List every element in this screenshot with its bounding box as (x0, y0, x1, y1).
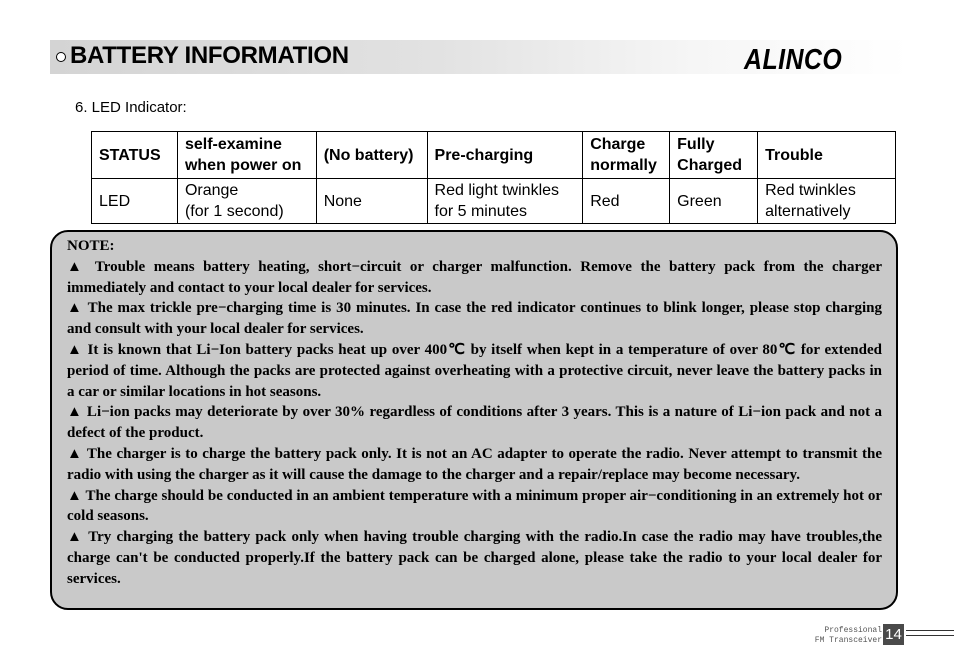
note-box (50, 230, 898, 610)
note-title: NOTE: (67, 238, 115, 254)
cell-none: None (316, 179, 427, 224)
note-item: ▲ The charger is to charge the battery pack only. It is not an AC adapter to operate the radio. Never attempt to transmit the radio with using the charger as it will cause the damage to the charger and a repair/replace may become necessary. (67, 445, 882, 483)
table-header-row (92, 132, 896, 179)
header-cell-charge-normally: Charge normally (583, 132, 670, 179)
note-item: ▲ Trouble means battery heating, short−circuit or charger malfunction. Remove the battery pack from the charger immediately and contact to your local dealer for services. (67, 258, 882, 296)
header-cell-trouble: Trouble (758, 132, 896, 179)
note-item: ▲ Try charging the battery pack only when having trouble charging with the radio.In case the radio may have troubles,the charge can't be conducted properly.If the battery pack can be charged alone, please take the radio to your local dealer for services. (67, 529, 882, 587)
footer-line-professional: Professional (824, 626, 882, 635)
section-subheading: 6. LED Indicator: (75, 99, 187, 116)
footer-rule (906, 635, 954, 636)
alinco-logo: ALINCO (744, 44, 843, 76)
footer-caption (806, 626, 882, 646)
header-cell-pre-charging: Pre-charging (427, 132, 583, 179)
cell-orange: Orange (for 1 second) (177, 179, 316, 224)
note-item: ▲ The max trickle pre−charging time is 30 minutes. In case the red indicator continues to blink longer, please stop charging and consult with your local dealer for services. (67, 300, 882, 338)
footer-rule (906, 630, 954, 631)
cell-red: Red (583, 179, 670, 224)
note-item: ▲ Li−ion packs may deteriorate by over 30% regardless of conditions after 3 years. This is a nature of Li−ion pack and not a defect of the product. (67, 404, 882, 442)
header-cell-fully-charged: Fully Charged (670, 132, 758, 179)
table-row (92, 179, 896, 224)
header-cell-self-examine: self-examine when power on (177, 132, 316, 179)
cell-led: LED (92, 179, 178, 224)
page-title: BATTERY INFORMATION (70, 42, 349, 69)
page-number: 14 (883, 624, 904, 645)
led-indicator-table (91, 131, 896, 224)
cell-red-twinkles-alt: Red twinkles alternatively (758, 179, 896, 224)
header-cell-status: STATUS (92, 132, 178, 179)
footer-line-transceiver: FM Transceiver (814, 636, 882, 645)
note-item: ▲ The charge should be conducted in an ambient temperature with a minimum proper air−conditioning in an extremely hot or cold seasons. (67, 487, 882, 525)
cell-green: Green (670, 179, 758, 224)
circle-bullet-icon (56, 52, 66, 62)
header-cell-no-battery: (No battery) (316, 132, 427, 179)
note-item: ▲ It is known that Li−Ion battery packs heat up over 400℃ by itself when kept in a temperature of over 80℃ for extended period of time. Although the packs are protected against overheating with a protective circuit, never leave the battery packs in a car or similar locations in hot seasons. (67, 341, 882, 400)
cell-red-twinkles-5min: Red light twinkles for 5 minutes (427, 179, 583, 224)
